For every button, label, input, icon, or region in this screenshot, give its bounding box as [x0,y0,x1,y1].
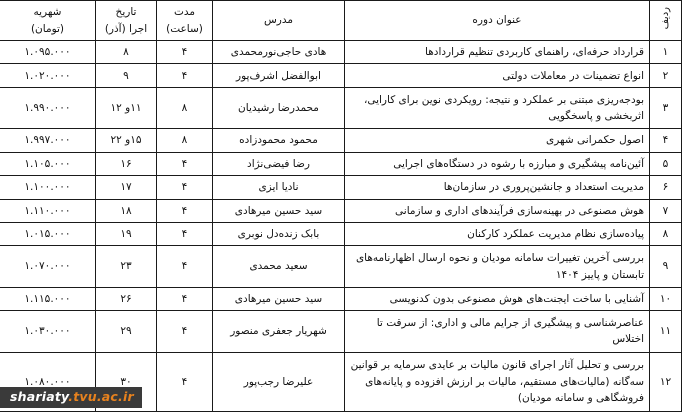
column-header-date-line2: اجرا (آذر) [104,22,148,35]
cell-instructor: محمدرضا رشیدیان [213,87,345,128]
cell-hours: ۴ [157,64,213,87]
cell-instructor: بابک زنده‌دل نوبری [213,223,345,246]
table-header [0,1,682,41]
cell-hours: ۴ [157,41,213,64]
column-header-course-title: عنوان دوره [345,1,650,41]
cell-instructor: ابوالفضل اشرف‌پور [213,64,345,87]
table-row [0,64,682,87]
column-header-hours-line1: مدت [173,6,196,19]
cell-fee: ۱.۰۹۵.۰۰۰ [0,41,96,64]
cell-date: ۱۱و ۱۲ [96,87,157,128]
cell-instructor: علیرضا رجب‌پور [213,352,345,411]
cell-fee: ۱.۰۱۵.۰۰۰ [0,223,96,246]
column-header-fee [0,1,96,41]
table-row [0,199,682,222]
cell-row-number: ۵ [650,152,682,175]
cell-course-title: پیاده‌سازی نظام مدیریت عملکرد کارکنان [345,223,650,246]
cell-instructor: محمود محمودزاده [213,129,345,152]
table-row [0,287,682,310]
cell-hours: ۴ [157,199,213,222]
table-row [0,129,682,152]
cell-instructor: هادی حاجی‌نورمحمدی [213,41,345,64]
header-row [0,1,682,41]
cell-course-title: بررسی و تحلیل آثار اجرای قانون مالیات بر عایدی سرمایه بر قوانین سه‌گانه (مالیات‌های مستقیم، مالیات بر ارزش افزوده و پایانه‌های فروشگاهی و سامانه مودیان) [345,352,650,411]
cell-instructor: سید حسین میرهادی [213,287,345,310]
cell-instructor: شهریار جعفری منصور [213,311,345,352]
table-body [0,41,682,412]
cell-hours: ۴ [157,287,213,310]
cell-fee: ۱.۱۱۵.۰۰۰ [0,287,96,310]
column-header-date [96,1,157,41]
watermark-primary-text: shariaty [10,389,69,405]
cell-row-number: ۱۲ [650,352,682,411]
cell-date: ۲۳ [96,246,157,287]
cell-date: ۱۷ [96,176,157,199]
cell-row-number: ۴ [650,129,682,152]
cell-row-number: ۳ [650,87,682,128]
cell-row-number: ۱ [650,41,682,64]
cell-row-number: ۱۰ [650,287,682,310]
column-header-row-number-label: ردیف [659,6,671,30]
column-header-row-number [650,1,682,41]
column-header-date-line1: تاریخ [115,6,137,19]
cell-course-title: اصول حکمرانی شهری [345,129,650,152]
cell-instructor: رضا فیضی‌نژاد [213,152,345,175]
cell-instructor: سید حسین میرهادی [213,199,345,222]
cell-hours: ۴ [157,223,213,246]
column-header-hours [157,1,213,41]
column-header-instructor: مدرس [213,1,345,41]
cell-course-title: بررسی آخرین تغییرات سامانه مودیان و نحوه ارسال اظهارنامه‌های تابستان و پاییز ۱۴۰۴ [345,246,650,287]
cell-fee: ۱.۱۰۰.۰۰۰ [0,176,96,199]
cell-row-number: ۲ [650,64,682,87]
cell-hours: ۴ [157,152,213,175]
cell-course-title: آئین‌نامه پیشگیری و مبارزه با رشوه در دستگاه‌های اجرایی [345,152,650,175]
cell-course-title: آشنایی با ساخت ایجنت‌های هوش مصنوعی بدون کدنویسی [345,287,650,310]
cell-row-number: ۶ [650,176,682,199]
cell-date: ۲۶ [96,287,157,310]
cell-date: ۱۵و ۲۲ [96,129,157,152]
cell-fee: ۱.۱۰۵.۰۰۰ [0,152,96,175]
cell-fee: ۱.۰۲۰.۰۰۰ [0,64,96,87]
cell-row-number: ۱۱ [650,311,682,352]
cell-date: ۱۹ [96,223,157,246]
cell-date: ۲۹ [96,311,157,352]
cell-date: ۱۸ [96,199,157,222]
cell-course-title: هوش مصنوعی در بهینه‌سازی فرآیندهای اداری و سازمانی [345,199,650,222]
cell-hours: ۴ [157,311,213,352]
cell-date: ۸ [96,41,157,64]
cell-hours: ۸ [157,87,213,128]
table-row [0,311,682,352]
column-header-fee-line2: (تومان) [30,22,65,35]
cell-fee: ۱.۰۸۰.۰۰۰ [0,352,96,411]
cell-course-title: بودجه‌ریزی مبتنی بر عملکرد و نتیجه: رویکردی نوین برای کارایی، اثربخشی و پاسخگویی [345,87,650,128]
cell-hours: ۸ [157,129,213,152]
cell-row-number: ۷ [650,199,682,222]
cell-course-title: انواع تضمینات در معاملات دولتی [345,64,650,87]
cell-row-number: ۹ [650,246,682,287]
table-row [0,152,682,175]
cell-hours: ۴ [157,352,213,411]
cell-date: ۱۶ [96,152,157,175]
cell-course-title: مدیریت استعداد و جانشین‌پروری در سازمان‌ها [345,176,650,199]
table-row [0,87,682,128]
cell-instructor: نادیا ایزی [213,176,345,199]
table-row [0,176,682,199]
column-header-hours-line2: (ساعت) [166,22,203,35]
cell-course-title: قرارداد حرفه‌ای، راهنمای کاربردی تنظیم قراردادها [345,41,650,64]
table-row [0,246,682,287]
cell-hours: ۴ [157,176,213,199]
cell-fee: ۱.۰۷۰.۰۰۰ [0,246,96,287]
site-watermark [0,387,142,408]
cell-fee: ۱.۰۳۰.۰۰۰ [0,311,96,352]
cell-date: ۹ [96,64,157,87]
cell-course-title: عناصرشناسی و پیشگیری از جرایم مالی و اداری: از سرقت تا اختلاس [345,311,650,352]
cell-row-number: ۸ [650,223,682,246]
watermark-secondary-text: .tvu.ac.ir [68,389,134,405]
cell-hours: ۴ [157,246,213,287]
cell-fee: ۱.۹۹۰.۰۰۰ [0,87,96,128]
table-row [0,41,682,64]
cell-date: ۳۰ [96,352,157,411]
cell-fee: ۱.۹۹۷.۰۰۰ [0,129,96,152]
column-header-fee-line1: شهریه [33,6,62,19]
cell-fee: ۱.۱۱۰.۰۰۰ [0,199,96,222]
cell-instructor: سعید محمدی [213,246,345,287]
table-row [0,223,682,246]
